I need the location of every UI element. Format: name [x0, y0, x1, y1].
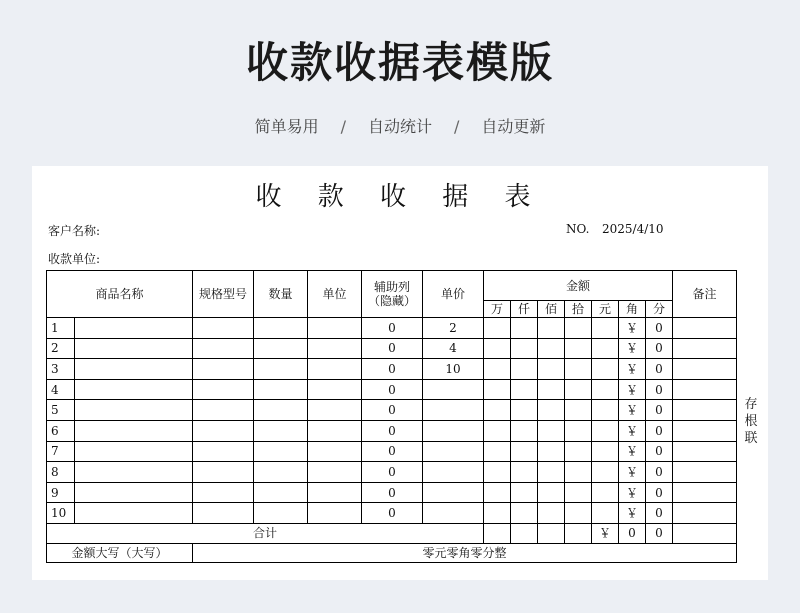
wan-cell	[484, 400, 511, 421]
feature-tagline	[0, 114, 800, 137]
jiao-cell: ￥	[619, 338, 646, 359]
price-cell[interactable]	[423, 379, 484, 400]
qian-cell	[511, 338, 538, 359]
yuan-cell	[592, 482, 619, 503]
yuan-cell	[592, 503, 619, 524]
feature-auto-update: 自动更新	[481, 117, 546, 136]
row-no: 7	[47, 441, 75, 462]
unit-cell[interactable]	[308, 318, 362, 339]
remark-cell[interactable]	[673, 441, 737, 462]
qian-cell	[511, 503, 538, 524]
table-row	[47, 359, 737, 380]
jiao-cell: ￥	[619, 420, 646, 441]
qian-cell	[511, 482, 538, 503]
fen-cell: 0	[646, 462, 673, 483]
digit-header-bai: 佰	[538, 301, 565, 318]
shi-cell	[565, 441, 592, 462]
aux-cell: 0	[362, 503, 423, 524]
unit-cell[interactable]	[308, 420, 362, 441]
fen-cell: 0	[646, 318, 673, 339]
qian-cell	[511, 318, 538, 339]
bai-cell	[538, 338, 565, 359]
bai-cell	[538, 379, 565, 400]
shi-cell	[565, 420, 592, 441]
remark-cell[interactable]	[673, 338, 737, 359]
col-header-unit: 单位	[308, 271, 362, 318]
spec-cell[interactable]	[193, 482, 254, 503]
col-header-qty: 数量	[254, 271, 308, 318]
yuan-cell	[592, 338, 619, 359]
price-cell[interactable]	[423, 503, 484, 524]
bai-cell	[538, 503, 565, 524]
wan-cell	[484, 338, 511, 359]
yuan-cell	[592, 400, 619, 421]
bai-cell	[538, 482, 565, 503]
yuan-cell	[592, 420, 619, 441]
total-jiao: 0	[619, 523, 646, 543]
total-label: 合计	[47, 523, 484, 543]
remark-cell[interactable]	[673, 503, 737, 524]
aux-cell: 0	[362, 338, 423, 359]
capital-row	[47, 543, 737, 562]
table-row	[47, 400, 737, 421]
aux-cell: 0	[362, 400, 423, 421]
total-remark-cell	[673, 523, 737, 543]
row-no: 5	[47, 400, 75, 421]
bai-cell	[538, 441, 565, 462]
remark-cell[interactable]	[673, 400, 737, 421]
qty-cell[interactable]	[254, 462, 308, 483]
unit-cell[interactable]	[308, 503, 362, 524]
bai-cell	[538, 420, 565, 441]
wan-cell	[484, 379, 511, 400]
total-qian-cell	[511, 523, 538, 543]
receipt-table	[46, 270, 737, 563]
jiao-cell: ￥	[619, 400, 646, 421]
unit-cell[interactable]	[308, 482, 362, 503]
table-row	[47, 482, 737, 503]
unit-cell[interactable]	[308, 379, 362, 400]
wan-cell	[484, 420, 511, 441]
price-cell[interactable]	[423, 462, 484, 483]
bai-cell	[538, 400, 565, 421]
fen-cell: 0	[646, 482, 673, 503]
qian-cell	[511, 359, 538, 380]
payee-label: 收款单位:	[48, 252, 101, 266]
jiao-cell: ￥	[619, 441, 646, 462]
receipt-no-label: NO.	[566, 222, 590, 236]
fen-cell: 0	[646, 379, 673, 400]
item-rows	[47, 318, 737, 524]
qian-cell	[511, 379, 538, 400]
shi-cell	[565, 359, 592, 380]
price-cell[interactable]	[423, 400, 484, 421]
spec-cell[interactable]	[193, 400, 254, 421]
unit-cell[interactable]	[308, 441, 362, 462]
unit-cell[interactable]	[308, 338, 362, 359]
aux-cell: 0	[362, 441, 423, 462]
qty-cell[interactable]	[254, 359, 308, 380]
receipt-sheet	[32, 166, 768, 580]
jiao-cell: ￥	[619, 503, 646, 524]
spec-cell[interactable]	[193, 379, 254, 400]
product-cell[interactable]	[75, 379, 193, 400]
row-no: 9	[47, 482, 75, 503]
digit-header-yuan: 元	[592, 301, 619, 318]
shi-cell	[565, 400, 592, 421]
qian-cell	[511, 441, 538, 462]
qty-cell[interactable]	[254, 503, 308, 524]
spec-cell[interactable]	[193, 441, 254, 462]
qian-cell	[511, 462, 538, 483]
unit-cell[interactable]	[308, 359, 362, 380]
wan-cell	[484, 503, 511, 524]
product-cell[interactable]	[75, 482, 193, 503]
row-no: 10	[47, 503, 75, 524]
wan-cell	[484, 482, 511, 503]
price-cell[interactable]	[423, 420, 484, 441]
total-wan-cell	[484, 523, 511, 543]
aux-cell: 0	[362, 462, 423, 483]
qty-cell[interactable]	[254, 441, 308, 462]
total-shi-cell	[565, 523, 592, 543]
col-header-spec: 规格型号	[193, 271, 254, 318]
remark-cell[interactable]	[673, 318, 737, 339]
spec-cell[interactable]	[193, 359, 254, 380]
product-cell[interactable]	[75, 441, 193, 462]
spec-cell[interactable]	[193, 503, 254, 524]
product-cell[interactable]	[75, 400, 193, 421]
stub-label: 存根联	[744, 397, 758, 446]
shi-cell	[565, 462, 592, 483]
table-row	[47, 441, 737, 462]
jiao-cell: ￥	[619, 318, 646, 339]
qian-cell	[511, 420, 538, 441]
col-header-price: 单价	[423, 271, 484, 318]
digit-header-jiao: 角	[619, 301, 646, 318]
fen-cell: 0	[646, 359, 673, 380]
yuan-cell	[592, 462, 619, 483]
jiao-cell: ￥	[619, 482, 646, 503]
table-row	[47, 379, 737, 400]
col-header-product: 商品名称	[47, 271, 193, 318]
qty-cell[interactable]	[254, 482, 308, 503]
row-no: 4	[47, 379, 75, 400]
qty-cell[interactable]	[254, 379, 308, 400]
product-cell[interactable]	[75, 318, 193, 339]
capital-value: 零元零角零分整	[193, 543, 737, 562]
wan-cell	[484, 318, 511, 339]
digit-header-shi: 拾	[565, 301, 592, 318]
remark-cell[interactable]	[673, 482, 737, 503]
feature-auto-stats: 自动统计	[367, 117, 432, 136]
shi-cell	[565, 318, 592, 339]
separator: /	[340, 117, 346, 136]
col-header-aux: 辅助列（隐藏）	[362, 271, 423, 318]
bai-cell	[538, 318, 565, 339]
product-cell[interactable]	[75, 420, 193, 441]
capital-label: 金额大写（大写）	[47, 543, 193, 562]
yuan-cell	[592, 379, 619, 400]
table-row	[47, 503, 737, 524]
remark-cell[interactable]	[673, 359, 737, 380]
price-cell[interactable]: 4	[423, 338, 484, 359]
spec-cell[interactable]	[193, 420, 254, 441]
receipt-title: 收 款 收 据 表	[255, 182, 545, 212]
aux-cell: 0	[362, 482, 423, 503]
qty-cell[interactable]	[254, 420, 308, 441]
spec-cell[interactable]	[193, 338, 254, 359]
header-row	[47, 271, 737, 301]
product-cell[interactable]	[75, 462, 193, 483]
table-row	[47, 318, 737, 339]
shi-cell	[565, 503, 592, 524]
aux-cell: 0	[362, 359, 423, 380]
jiao-cell: ￥	[619, 379, 646, 400]
bai-cell	[538, 359, 565, 380]
qian-cell	[511, 400, 538, 421]
fen-cell: 0	[646, 400, 673, 421]
feature-easy: 简单易用	[254, 117, 319, 136]
wan-cell	[484, 462, 511, 483]
page-title: 收款收据表模版	[245, 38, 554, 87]
row-no: 6	[47, 420, 75, 441]
total-fen: 0	[646, 523, 673, 543]
total-yuan-sign: ￥	[592, 523, 619, 543]
remark-cell[interactable]	[673, 462, 737, 483]
digit-header-wan: 万	[484, 301, 511, 318]
fen-cell: 0	[646, 503, 673, 524]
yuan-cell	[592, 441, 619, 462]
qty-cell[interactable]	[254, 338, 308, 359]
table-row	[47, 420, 737, 441]
total-bai-cell	[538, 523, 565, 543]
price-cell[interactable]: 2	[423, 318, 484, 339]
price-cell[interactable]	[423, 441, 484, 462]
yuan-cell	[592, 359, 619, 380]
fen-cell: 0	[646, 338, 673, 359]
qty-cell[interactable]	[254, 318, 308, 339]
aux-cell: 0	[362, 318, 423, 339]
price-cell[interactable]	[423, 482, 484, 503]
aux-cell: 0	[362, 420, 423, 441]
wan-cell	[484, 441, 511, 462]
receipt-date[interactable]: 2025/4/10	[602, 222, 664, 236]
price-cell[interactable]: 10	[423, 359, 484, 380]
row-no: 3	[47, 359, 75, 380]
customer-name-label: 客户名称:	[48, 224, 101, 238]
wan-cell	[484, 359, 511, 380]
separator: /	[454, 117, 460, 136]
shi-cell	[565, 379, 592, 400]
remark-cell[interactable]	[673, 420, 737, 441]
fen-cell: 0	[646, 441, 673, 462]
remark-cell[interactable]	[673, 379, 737, 400]
digit-header-fen: 分	[646, 301, 673, 318]
fen-cell: 0	[646, 420, 673, 441]
shi-cell	[565, 482, 592, 503]
col-header-remark: 备注	[673, 271, 737, 318]
unit-cell[interactable]	[308, 462, 362, 483]
table-row	[47, 338, 737, 359]
total-row	[47, 523, 737, 543]
unit-cell[interactable]	[308, 400, 362, 421]
qty-cell[interactable]	[254, 400, 308, 421]
bai-cell	[538, 462, 565, 483]
jiao-cell: ￥	[619, 462, 646, 483]
row-no: 8	[47, 462, 75, 483]
table-row	[47, 462, 737, 483]
product-cell[interactable]	[75, 503, 193, 524]
row-no: 1	[47, 318, 75, 339]
col-header-amount: 金额	[484, 271, 673, 301]
row-no: 2	[47, 338, 75, 359]
spec-cell[interactable]	[193, 318, 254, 339]
shi-cell	[565, 338, 592, 359]
digit-header-qian: 仟	[511, 301, 538, 318]
jiao-cell: ￥	[619, 359, 646, 380]
spec-cell[interactable]	[193, 462, 254, 483]
product-cell[interactable]	[75, 338, 193, 359]
product-cell[interactable]	[75, 359, 193, 380]
yuan-cell	[592, 318, 619, 339]
aux-cell: 0	[362, 379, 423, 400]
